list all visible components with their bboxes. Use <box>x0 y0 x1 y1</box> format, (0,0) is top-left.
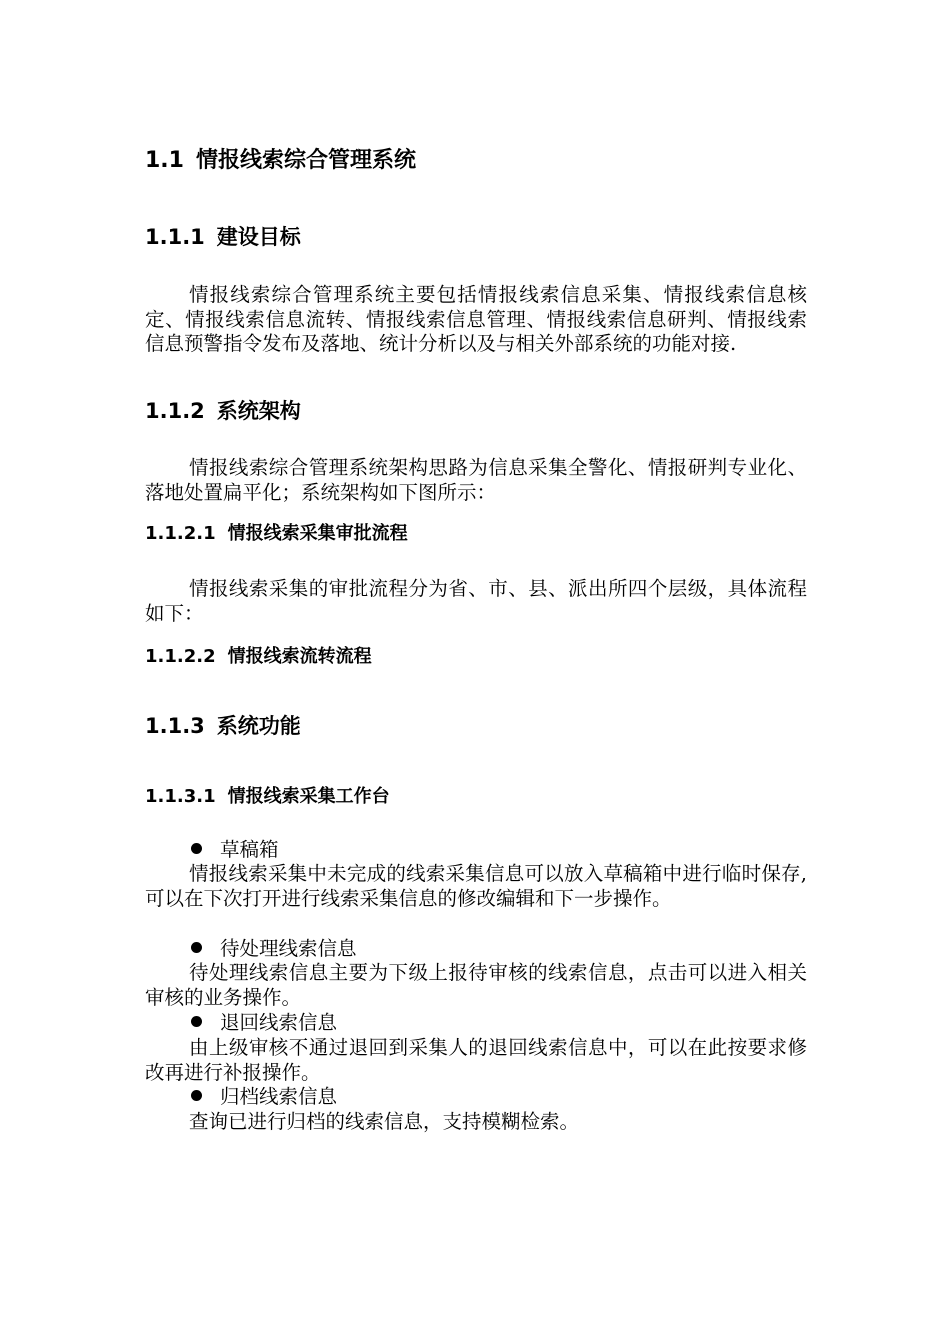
goal-number: 1.1.1 <box>145 225 205 249</box>
goal-paragraph: 情报线索综合管理系统主要包括情报线索信息采集、情报线索信息核定、情报线索信息流转、情报线索信息管理、情报线索信息研判、情报线索信息预警指令发布及落地、统计分析以及与相关外部系统的功能对接. <box>145 283 807 355</box>
list-item-drafts <box>191 838 279 863</box>
workbench-number: 1.1.3.1 <box>145 786 216 807</box>
approval-title: 情报线索采集审批流程 <box>227 523 408 544</box>
approval-paragraph: 情报线索采集的审批流程分为省、市、县、派出所四个层级，具体流程如下： <box>145 577 807 625</box>
approval-heading <box>145 521 408 547</box>
list-item-description: 待处理线索信息主要为下级上报待审核的线索信息，点击可以进入相关审核的业务操作。 <box>145 961 807 1009</box>
architecture-heading <box>145 396 301 426</box>
architecture-paragraph: 情报线索综合管理系统架构思路为信息采集全警化、情报研判专业化、落地处置扁平化；系统架构如下图所示： <box>145 456 807 504</box>
list-item-returned <box>191 1011 337 1036</box>
section-title: 情报线索综合管理系统 <box>195 148 416 173</box>
functions-number: 1.1.3 <box>145 714 205 738</box>
list-item-description: 查询已进行归档的线索信息，支持模糊检索。 <box>189 1110 580 1133</box>
list-item-description: 情报线索采集中未完成的线索采集信息可以放入草稿箱中进行临时保存,可以在下次打开进行线索采集信息的修改编辑和下一步操作。 <box>145 862 807 910</box>
list-item-label: 退回线索信息 <box>220 1011 338 1034</box>
bullet-icon <box>191 1016 202 1027</box>
list-item-label: 归档线索信息 <box>220 1085 338 1108</box>
section-number: 1.1 <box>145 148 184 173</box>
goal-title: 建设目标 <box>216 225 301 249</box>
bullet-icon <box>191 942 202 953</box>
workbench-heading <box>145 784 390 810</box>
list-item-label: 草稿箱 <box>220 838 279 861</box>
bullet-icon <box>191 843 202 854</box>
list-item-label: 待处理线索信息 <box>220 937 357 960</box>
list-item-archived <box>191 1085 337 1110</box>
functions-title: 系统功能 <box>216 714 301 738</box>
architecture-number: 1.1.2 <box>145 399 205 423</box>
section-heading <box>145 145 416 177</box>
approval-number: 1.1.2.1 <box>145 523 216 544</box>
workbench-title: 情报线索采集工作台 <box>227 786 390 807</box>
transfer-number: 1.1.2.2 <box>145 646 216 667</box>
list-item-pending <box>191 937 357 962</box>
functions-heading <box>145 711 301 741</box>
list-item-description: 由上级审核不通过退回到采集人的退回线索信息中，可以在此按要求修改再进行补报操作。 <box>145 1036 807 1084</box>
transfer-heading <box>145 644 372 670</box>
bullet-icon <box>191 1090 202 1101</box>
goal-heading <box>145 222 301 252</box>
transfer-title: 情报线索流转流程 <box>227 646 372 667</box>
architecture-title: 系统架构 <box>216 399 301 423</box>
